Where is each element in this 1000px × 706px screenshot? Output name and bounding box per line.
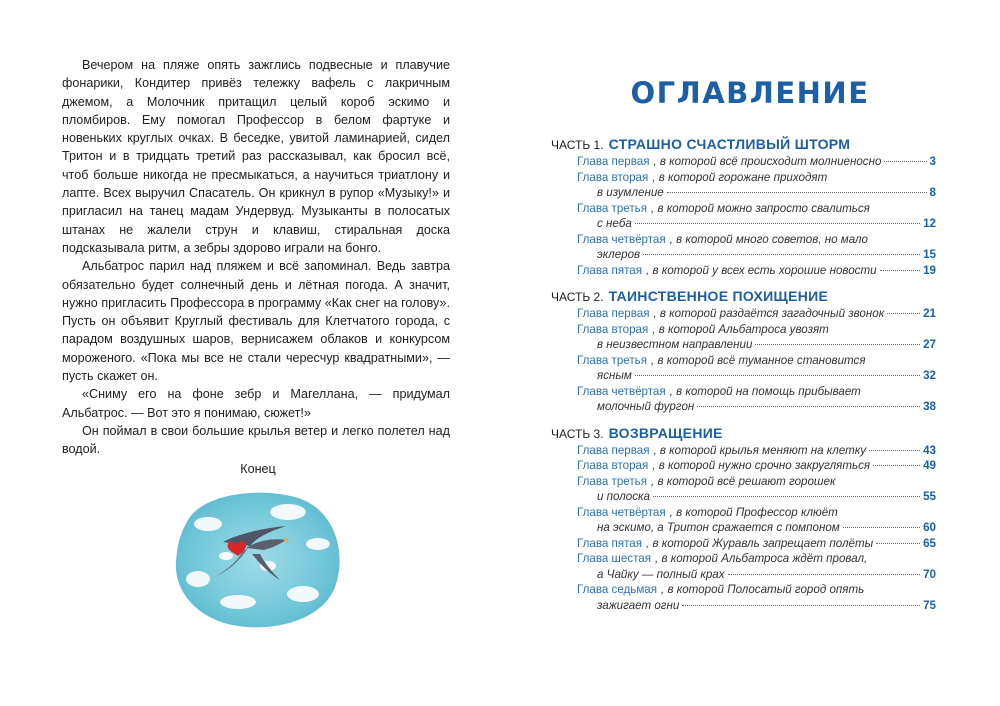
leader-dots bbox=[843, 527, 920, 528]
page-number: 75 bbox=[923, 598, 936, 612]
chapter-name: Глава первая bbox=[577, 443, 650, 457]
page-number: 43 bbox=[923, 443, 936, 457]
chapter-desc: , в которой Журавль запрещает полёты bbox=[646, 536, 874, 550]
chapter-desc-cont: эклеров bbox=[597, 248, 641, 261]
chapter-desc: , в которой всё происходит молниеносно bbox=[653, 155, 882, 168]
part-title[interactable]: СТРАШНО СЧАСТЛИВЫЙ ШТОРМ bbox=[608, 136, 851, 152]
chapter-desc-cont: и полоска bbox=[597, 490, 650, 503]
toc-entry[interactable] bbox=[551, 201, 936, 217]
part-label: ЧАСТЬ 3. bbox=[551, 426, 604, 441]
leader-dots bbox=[635, 223, 920, 224]
chapter-desc-cont: в изумление bbox=[597, 186, 664, 199]
ending-label: Конец bbox=[240, 462, 276, 476]
part-title[interactable]: ТАИНСТВЕННОЕ ПОХИЩЕНИЕ bbox=[608, 288, 829, 304]
chapter-desc: , в которой Альбатроса увозят bbox=[652, 322, 829, 336]
chapter-desc: , в которой крылья меняют на клетку bbox=[653, 443, 867, 457]
leader-dots bbox=[653, 496, 920, 497]
toc-entry[interactable] bbox=[551, 474, 936, 490]
chapter-desc: , в которой горожане приходят bbox=[652, 170, 828, 184]
chapter-name: Глава вторая bbox=[577, 170, 649, 184]
chapter-desc: , в которой на помощь прибывает bbox=[669, 384, 861, 398]
toc-entry-continuation[interactable] bbox=[551, 520, 936, 536]
leader-dots bbox=[873, 465, 920, 466]
toc-entry[interactable] bbox=[551, 551, 936, 567]
chapter-name: Глава четвёртая bbox=[577, 505, 666, 519]
chapter-name: Глава первая bbox=[577, 307, 650, 320]
albatross-carrying-heart-icon bbox=[168, 484, 348, 634]
toc-entry-continuation[interactable] bbox=[551, 399, 936, 415]
toc-part-1 bbox=[551, 135, 936, 278]
part-label: ЧАСТЬ 1. bbox=[551, 138, 604, 152]
page-number: 38 bbox=[923, 400, 936, 413]
story-text bbox=[62, 56, 450, 459]
chapter-name: Глава третья bbox=[577, 353, 647, 367]
toc-entry[interactable] bbox=[551, 322, 936, 338]
chapter-name: Глава пятая bbox=[577, 263, 642, 277]
chapter-desc-cont: в неизвестном направлении bbox=[597, 338, 753, 351]
chapter-desc: , в которой можно запросто свалиться bbox=[651, 201, 870, 215]
page-number: 60 bbox=[923, 521, 936, 534]
toc-entry[interactable] bbox=[551, 263, 936, 279]
toc-entry-continuation[interactable] bbox=[551, 567, 936, 583]
page-number: 15 bbox=[923, 248, 936, 261]
chapter-name: Глава вторая bbox=[577, 322, 649, 336]
chapter-desc-cont: зажигает огни bbox=[597, 598, 680, 612]
toc-entry[interactable] bbox=[551, 306, 936, 322]
toc-entry[interactable] bbox=[551, 232, 936, 248]
leader-dots bbox=[635, 375, 920, 376]
leader-dots bbox=[643, 254, 920, 255]
toc-entry[interactable] bbox=[551, 154, 936, 170]
leader-dots bbox=[697, 406, 920, 407]
chapter-desc-cont: на эскимо, а Тритон сражается с помпоном bbox=[597, 521, 840, 534]
chapter-desc: , в которой Альбатроса ждёт провал, bbox=[655, 552, 868, 565]
toc-entry-continuation[interactable] bbox=[551, 185, 936, 201]
leader-dots bbox=[876, 543, 920, 544]
toc-entry[interactable] bbox=[551, 443, 936, 459]
story-paragraph: Альбатрос парил над пляжем и всё запоминал. Ведь завтра обязательно будет солнечный день и лётная погода. А значит, нужно пригласить Профессора в программу «Как снег на голову». Пусть он объявит Круглый фестиваль для Клетчатого города, с парадом воздушных шаров, вернисажем облаков и конкурсом мороженого. «Пока мы все не стали чересчур квадратными», — пусть скажет он. bbox=[62, 259, 450, 384]
toc-entry[interactable] bbox=[551, 505, 936, 521]
story-paragraph: «Сниму его на фоне зебр и Магеллана, — придумал Альбатрос. — Вот это я понимаю, сюжет!» bbox=[62, 387, 450, 420]
toc-entry[interactable] bbox=[551, 458, 936, 474]
toc-entry-continuation[interactable] bbox=[551, 368, 936, 384]
chapter-name: Глава пятая bbox=[577, 536, 642, 550]
toc-entry[interactable] bbox=[551, 536, 936, 552]
page-number: 49 bbox=[923, 459, 936, 472]
chapter-desc-cont: ясным bbox=[597, 369, 632, 382]
toc-entry[interactable] bbox=[551, 170, 936, 186]
chapter-desc: , в которой Полосатый город опять bbox=[661, 583, 865, 596]
chapter-name: Глава четвёртая bbox=[577, 384, 666, 398]
chapter-desc-cont: а Чайку — полный крах bbox=[597, 567, 725, 581]
chapter-desc-cont: с неба bbox=[597, 217, 632, 230]
page-number: 8 bbox=[929, 186, 936, 199]
page-number: 27 bbox=[923, 338, 936, 351]
toc-entry[interactable] bbox=[551, 384, 936, 400]
chapter-name: Глава седьмая bbox=[577, 583, 658, 596]
leader-dots bbox=[682, 605, 920, 606]
page-number: 65 bbox=[923, 536, 936, 550]
leader-dots bbox=[755, 344, 920, 345]
chapter-desc: , в которой раздаётся загадочный звонок bbox=[653, 307, 885, 320]
chapter-name: Глава вторая bbox=[577, 459, 649, 472]
part-heading bbox=[551, 287, 936, 306]
chapter-desc: , в которой всё решают горошек bbox=[651, 474, 836, 488]
part-heading bbox=[551, 135, 936, 154]
page-number: 32 bbox=[923, 369, 936, 382]
right-page bbox=[500, 0, 1000, 706]
chapter-desc: , в которой у всех есть хорошие новости bbox=[646, 263, 877, 277]
story-paragraph: Вечером на пляже опять зажглись подвесные и плавучие фонарики, Кондитер привёз тележку вафель с лакричным джемом, а Молочник притащил целый короб эскимо и пломбиров. Ему помогал Профессор в белом фартуке и новеньких круглых очках. В беседке, увитой ламинарией, сидел Тритон и в тридцать третий раз рассказывал, как бросил всё, чтоб больше никогда не пресмыкаться, а научиться триатлону и лапте. Всех выручил Спасатель. Он крикнул в рупор «Музыку!» и пригласил на танец мадам Ундервуд. Музыканты в полосатых штанах не жалели струн и клавиш, стиральная доска подсказывала ритм, а зебры здорово играли на бонго. bbox=[62, 58, 450, 255]
toc-part-3 bbox=[551, 424, 936, 614]
toc-entry-continuation[interactable] bbox=[551, 489, 936, 505]
toc-entry-continuation[interactable] bbox=[551, 598, 936, 614]
page-number: 3 bbox=[929, 155, 936, 168]
part-title[interactable]: ВОЗВРАЩЕНИЕ bbox=[608, 424, 723, 441]
chapter-name: Глава первая bbox=[577, 155, 650, 168]
chapter-desc: , в которой Профессор клюёт bbox=[669, 505, 838, 519]
leader-dots bbox=[728, 574, 921, 575]
page-number: 70 bbox=[923, 567, 936, 581]
leader-dots bbox=[887, 313, 920, 314]
chapter-name: Глава шестая bbox=[577, 552, 651, 565]
chapter-desc-cont: молочный фургон bbox=[597, 400, 695, 413]
toc-entry[interactable] bbox=[551, 353, 936, 369]
page-number: 12 bbox=[923, 217, 936, 230]
toc-entry-continuation[interactable] bbox=[551, 337, 936, 353]
toc-part-2 bbox=[551, 287, 936, 415]
table-of-contents bbox=[551, 135, 936, 622]
chapter-desc: , в которой нужно срочно закругляться bbox=[652, 459, 871, 472]
toc-entry-continuation[interactable] bbox=[551, 247, 936, 263]
toc-title: ОГЛАВЛЕНИЕ bbox=[630, 76, 870, 110]
chapter-desc: , в которой много советов, но мало bbox=[669, 232, 868, 246]
leader-dots bbox=[880, 270, 921, 271]
chapter-desc: , в которой всё туманное становится bbox=[651, 353, 866, 367]
leader-dots bbox=[884, 161, 926, 162]
leader-dots bbox=[869, 450, 920, 451]
page-number: 55 bbox=[923, 490, 936, 503]
story-paragraph: Он поймал в свои большие крылья ветер и легко полетел над водой. bbox=[62, 423, 450, 457]
page-number: 19 bbox=[923, 263, 936, 277]
part-heading bbox=[551, 424, 936, 443]
toc-entry-continuation[interactable] bbox=[551, 216, 936, 232]
page-number: 21 bbox=[923, 307, 936, 320]
toc-entry[interactable] bbox=[551, 582, 936, 598]
chapter-name: Глава четвёртая bbox=[577, 232, 666, 246]
leader-dots bbox=[667, 192, 927, 193]
part-label: ЧАСТЬ 2. bbox=[551, 290, 604, 304]
chapter-name: Глава третья bbox=[577, 201, 647, 215]
chapter-name: Глава третья bbox=[577, 474, 647, 488]
